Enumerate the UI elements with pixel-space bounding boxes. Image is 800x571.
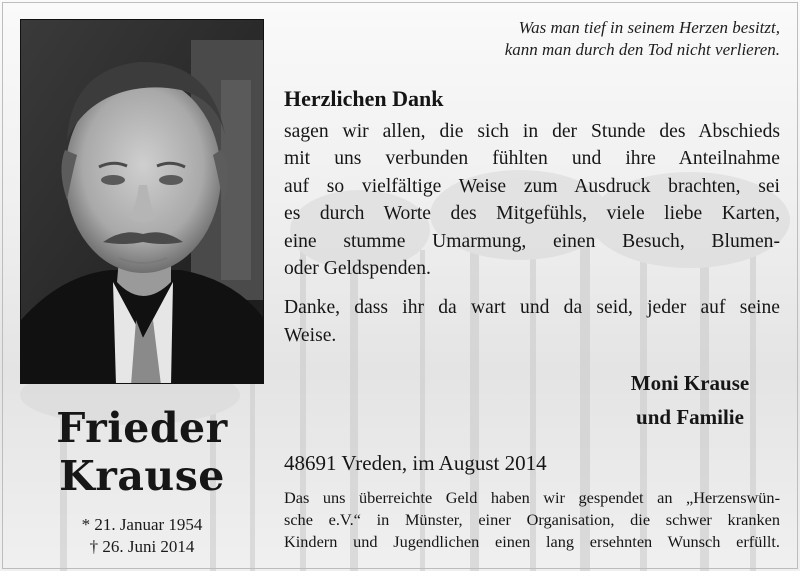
donation-line: sche e.V.“ in Münster, einer Organisation, die schwer kranken [284, 510, 780, 529]
death-date: † 26. Juni 2014 [89, 537, 195, 556]
donation-line: Das uns überreichte Geld haben wir gespendet an „Herzenswün- [284, 488, 780, 507]
signature [600, 366, 780, 434]
signature-line-2: und Familie [636, 405, 744, 429]
memorial-quote [420, 17, 780, 61]
thanks-line: es durch Worte des Mitgefühls, viele liebe Karten, [284, 203, 780, 225]
donation-note [284, 487, 780, 553]
thanks-line: Weise. [284, 324, 337, 346]
quote-line-2: kann man durch den Tod nicht verlieren. [504, 40, 780, 59]
donation-line: Kindern und Jugendlichen einen lang ersehnten Wunsch erfüllt. [284, 532, 780, 551]
thanks-line: eine stumme Umarmung, einen Besuch, Blumen- [284, 230, 780, 252]
deceased-info [20, 404, 264, 558]
portrait-image [21, 20, 264, 384]
portrait-photo [20, 19, 264, 384]
quote-line-1: Was man tief in seinem Herzen besitzt, [518, 18, 780, 37]
thanks-line: oder Geldspenden. [284, 258, 431, 280]
thanks-line: mit uns verbunden fühlten und ihre Anteilnahme [284, 148, 780, 170]
thanks-line: sagen wir allen, die sich in der Stunde des Abschieds [284, 121, 780, 142]
signature-line-1: Moni Krause [630, 371, 750, 395]
birth-date: * 21. Januar 1954 [81, 515, 203, 534]
last-name: Krause [59, 452, 225, 500]
thanks-section [284, 86, 780, 349]
thanks-paragraph-2 [284, 294, 780, 349]
first-name: Frieder [56, 404, 228, 452]
thanks-line: Danke, dass ihr da wart und da seid, jeder auf seine [284, 297, 780, 319]
life-dates [20, 514, 264, 558]
thanks-paragraph-1 [284, 118, 780, 282]
thanks-line: auf so vielfältige Weise zum Ausdruck brachten, sei [284, 175, 780, 197]
thanks-heading: Herzlichen Dank [284, 86, 444, 111]
place-date: 48691 Vreden, im August 2014 [284, 451, 547, 475]
